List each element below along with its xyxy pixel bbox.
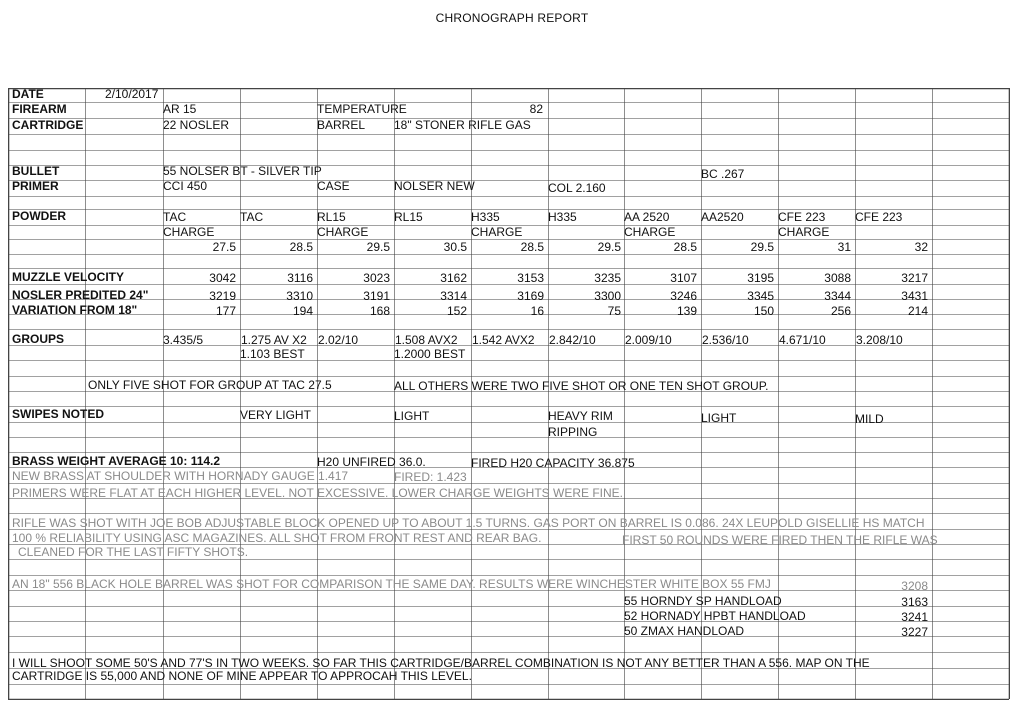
comparison-text: AN 18" 556 BLACK HOLE BARREL WAS SHOT FOR COMPARISON THE SAME DAY. RESULTS WERE WINCHESTER WHITE BOX 55 FMJ [12, 577, 771, 591]
firearm-value: AR 15 [163, 102, 197, 116]
report-sheet [8, 88, 1010, 700]
load-name: 50 ZMAX HANDLOAD [624, 624, 745, 638]
rifle-note-line2: 100 % RELIABILITY USING ASC MAGAZINES. ALL SHOT FROM FRONT REST AND REAR BAG. [12, 531, 542, 545]
col-value: COL 2.160 [548, 181, 606, 195]
cartridge-value: 22 NOSLER [163, 118, 230, 132]
powder-name: CFE 223 [855, 210, 903, 224]
load-name: 55 HORNDY SP HANDLOAD [624, 594, 782, 608]
charge-label: CHARGE [624, 225, 676, 239]
powder-name: RL15 [317, 210, 346, 224]
case-value: NOLSER NEW [394, 179, 475, 193]
variation-value: 194 [292, 304, 313, 318]
group-best-tac: 1.103 BEST [240, 347, 305, 361]
barrel-value: 18" STONER RIFLE GAS [394, 118, 531, 132]
shoulder-note: NEW BRASS AT SHOULDER WITH HORNADY GAUGE 1.417 [12, 469, 349, 483]
powder-charge: 32 [914, 240, 928, 254]
nosler-predicted-value: 3314 [440, 289, 467, 303]
variation-value: 75 [607, 304, 621, 318]
rifle-note-line2b: FIRST 50 ROUNDS WERE FIRED THEN THE RIFLE WAS [622, 533, 938, 547]
charge-label: CHARGE [163, 225, 215, 239]
group-best-rl15: 1.2000 BEST [394, 347, 466, 361]
variation-value: 150 [753, 304, 774, 318]
swipes-h335-line1: HEAVY RIM [548, 409, 613, 423]
variation-value: 168 [369, 304, 390, 318]
muzzle-velocity-value: 3088 [824, 271, 851, 285]
comparison-wwb: 3208 [901, 579, 928, 593]
powder-name: CFE 223 [778, 210, 826, 224]
powder-charge: 29.5 [597, 240, 621, 254]
group-value: 1.508 AVX2 [395, 333, 458, 347]
charge-label: CHARGE [778, 225, 830, 239]
bullet-value: 55 NOLSER BT - SILVER TIP [163, 164, 322, 178]
powder-charge: 30.5 [443, 240, 467, 254]
primer-value: CCI 450 [163, 179, 208, 193]
bullet-label: BULLET [12, 164, 60, 178]
muzzle-velocity-value: 3235 [594, 271, 621, 285]
variation-value: 214 [907, 304, 928, 318]
load-velocity: 3163 [901, 595, 928, 609]
variation-value: 139 [676, 304, 697, 318]
powder-name: H335 [471, 210, 500, 224]
group-value: 3.435/5 [163, 333, 204, 347]
case-label: CASE [317, 179, 350, 193]
date-value: 2/10/2017 [105, 87, 159, 101]
powder-charge: 28.5 [289, 240, 313, 254]
swipes-rl15: LIGHT [394, 409, 430, 423]
swipes-h335-line2: RIPPING [548, 425, 598, 439]
nosler-predicted-value: 3219 [209, 289, 236, 303]
powder-name: AA 2520 [624, 210, 670, 224]
cartridge-label: CARTRIDGE [12, 118, 84, 132]
muzzle-velocity-value: 3217 [901, 271, 928, 285]
report-title: CHRONOGRAPH REPORT [435, 11, 589, 25]
nosler-predicted-value: 3344 [824, 289, 851, 303]
variation-value: 152 [446, 304, 467, 318]
primers-note: PRIMERS WERE FLAT AT EACH HIGHER LEVEL. NOT EXCESSIVE. LOWER CHARGE WEIGHTS WERE FINE. [12, 486, 623, 500]
table-grid [8, 88, 1010, 700]
swipes-tac: VERY LIGHT [240, 408, 311, 422]
groups-label: GROUPS [12, 332, 65, 346]
group-value: 2.842/10 [549, 333, 596, 347]
powder-charge: 28.5 [520, 240, 544, 254]
rifle-note-line1: RIFLE WAS SHOT WITH JOE BOB ADJUSTABLE BLOCK OPENED UP TO ABOUT 1.5 TURNS. GAS PORT ON BARREL IS 0.086. 24X LEUPOLD GISELLIE HS MATCH [12, 516, 925, 530]
powder-charge: 28.5 [673, 240, 697, 254]
fired-capacity: FIRED H20 CAPACITY 36.875 [471, 456, 635, 470]
primer-label: PRIMER [12, 179, 59, 193]
powder-charge: 29.5 [750, 240, 774, 254]
muzzle-velocity-value: 3116 [287, 271, 313, 285]
date-label: DATE [12, 87, 44, 101]
variation-label: VARIATION FROM 18" [12, 303, 138, 317]
nosler-predicted-value: 3246 [670, 289, 697, 303]
barrel-label: BARREL [317, 118, 366, 132]
load-velocity: 3241 [901, 610, 928, 624]
variation-value: 256 [830, 304, 851, 318]
muzzle-velocity-value: 3153 [517, 271, 544, 285]
group-value: 3.208/10 [856, 333, 903, 347]
powder-charge: 29.5 [366, 240, 390, 254]
firearm-label: FIREARM [12, 102, 67, 116]
muzzle-velocity-value: 3195 [747, 271, 774, 285]
swipes-label: SWIPES NOTED [12, 407, 105, 421]
group-value: 2.02/10 [318, 333, 359, 347]
muzzle-velocity-value: 3023 [363, 271, 390, 285]
swipes-cfe: MILD [855, 412, 884, 426]
brass-weight: BRASS WEIGHT AVERAGE 10: 114.2 [12, 454, 221, 468]
swipes-aa2520: LIGHT [701, 411, 737, 425]
variation-value: 177 [215, 304, 236, 318]
nosler-predicted-value: 3431 [901, 289, 928, 303]
powder-name: RL15 [394, 210, 423, 224]
group-value: 2.536/10 [702, 333, 749, 347]
conclusion-line1: I WILL SHOOT SOME 50'S AND 77'S IN TWO WEEKS. SO FAR THIS CARTRIDGE/BARREL COMBINATION IS NOT ANY BETTER THAN A 556. MAP ON THE [12, 656, 870, 670]
load-name: 52 HORNADY HPBT HANDLOAD [624, 609, 806, 623]
rifle-note-line3: CLEANED FOR THE LAST FIFTY SHOTS. [18, 545, 249, 559]
charge-label: CHARGE [317, 225, 369, 239]
powder-charge: 27.5 [212, 240, 236, 254]
temperature-label: TEMPERATURE [317, 102, 407, 116]
variation-value: 16 [530, 304, 544, 318]
group-value: 1.542 AVX2 [472, 333, 535, 347]
bc-value: BC .267 [701, 167, 745, 181]
nosler-predicted-value: 3345 [747, 289, 774, 303]
group-value: 1.275 AV X2 [241, 333, 307, 347]
nosler-predicted-value: 3300 [594, 289, 621, 303]
nosler-predicted-value: 3310 [286, 289, 313, 303]
nosler-predicted-label: NOSLER PREDITED 24" [12, 288, 149, 302]
fired-shoulder: FIRED: 1.423 [394, 470, 467, 484]
muzzle-velocity-label: MUZZLE VELOCITY [12, 270, 124, 284]
powder-label: POWDER [12, 209, 66, 223]
nosler-predicted-value: 3169 [517, 289, 544, 303]
conclusion-line2: CARTRIDGE IS 55,000 AND NONE OF MINE APPEAR TO APPROCAH THIS LEVEL. [12, 669, 472, 683]
note-all-others: ALL OTHERS WERE TWO FIVE SHOT OR ONE TEN SHOT GROUP. [394, 379, 769, 393]
nosler-predicted-value: 3191 [363, 289, 390, 303]
muzzle-velocity-value: 3107 [670, 271, 697, 285]
muzzle-velocity-value: 3162 [440, 271, 467, 285]
group-value: 4.671/10 [779, 333, 826, 347]
powder-name: TAC [240, 210, 264, 224]
temperature-value: 82 [529, 102, 543, 116]
powder-name: TAC [163, 210, 187, 224]
note-only-five: ONLY FIVE SHOT FOR GROUP AT TAC 27.5 [88, 378, 332, 392]
charge-label: CHARGE [471, 225, 523, 239]
group-value: 2.009/10 [625, 333, 672, 347]
load-velocity: 3227 [901, 625, 928, 639]
powder-name: H335 [548, 210, 577, 224]
powder-name: AA2520 [701, 210, 744, 224]
h20-unfired: H20 UNFIRED 36.0. [317, 455, 426, 469]
powder-charge: 31 [837, 240, 851, 254]
muzzle-velocity-value: 3042 [209, 271, 236, 285]
